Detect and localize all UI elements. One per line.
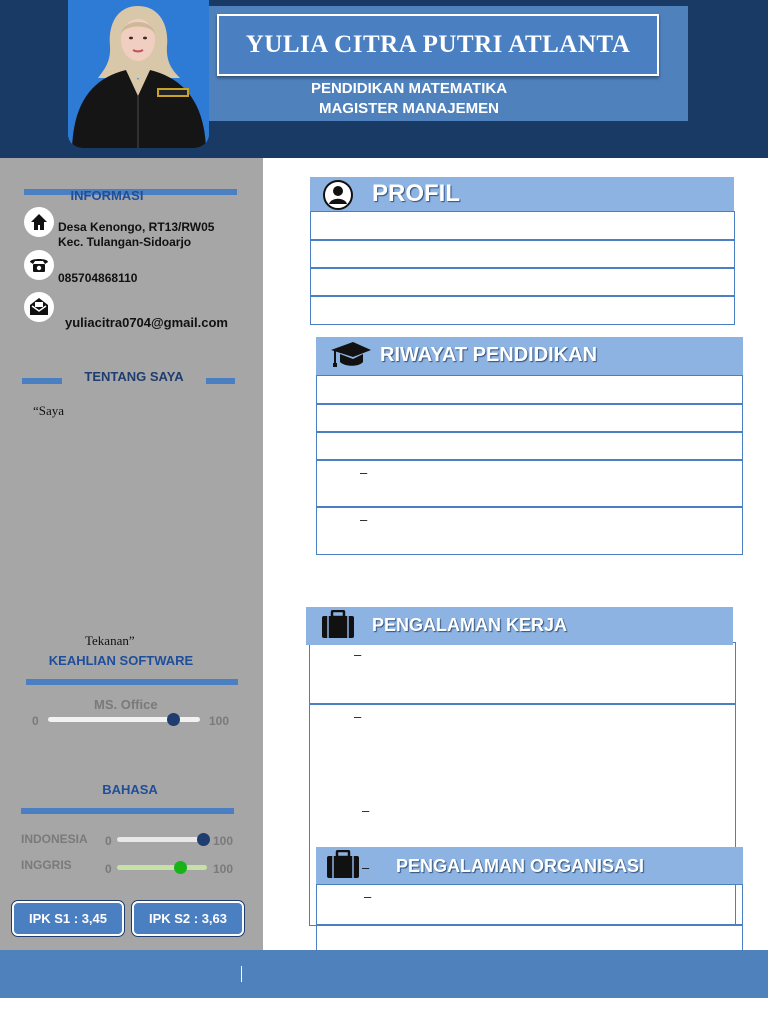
email-address: yuliacitra0704@gmail.com	[65, 315, 228, 330]
degree-line-2: MAGISTER MANAJEMEN	[318, 100, 499, 117]
kerja-row	[309, 642, 736, 704]
pendidikan-row	[316, 507, 743, 555]
bullet-dash: –	[362, 860, 370, 875]
phone-icon	[24, 250, 54, 280]
pendidikan-row	[316, 404, 743, 432]
ipk-s2-badge: IPK S2 : 3,63	[132, 901, 244, 936]
informasi-title: INFORMASI	[70, 188, 144, 203]
organisasi-row	[316, 884, 743, 925]
graduation-cap-icon	[329, 340, 373, 370]
profil-title: PROFIL	[372, 180, 460, 207]
profil-row	[310, 211, 735, 240]
name-plate	[217, 14, 659, 76]
organisasi-title: PENGALAMAN ORGANISASI	[396, 856, 645, 876]
software-title: KEAHLIAN SOFTWARE	[48, 653, 194, 668]
bullet-dash: –	[354, 647, 362, 662]
briefcase-icon	[325, 850, 361, 880]
mail-icon	[24, 292, 54, 322]
profil-row	[310, 268, 735, 296]
degree-line-1: PENDIDIKAN MATEMATIKA	[310, 80, 508, 97]
pendidikan-row	[316, 460, 743, 507]
language-min-inggris: 0	[105, 862, 112, 876]
language-max-indonesia: 100	[213, 834, 234, 848]
kerja-title: PENGALAMAN KERJA	[372, 615, 568, 635]
software-max: 100	[209, 714, 230, 728]
footer-band	[0, 950, 768, 998]
briefcase-icon	[320, 610, 356, 640]
candidate-name: YULIA CITRA PUTRI ATLANTA	[245, 31, 631, 58]
software-slider-knob	[167, 713, 180, 726]
bullet-dash: –	[354, 709, 362, 724]
indonesia-slider-track	[117, 837, 207, 842]
software-label: MS. Office	[94, 697, 158, 712]
home-icon	[24, 207, 54, 237]
bullet-dash: –	[364, 889, 372, 904]
software-bar	[26, 679, 238, 685]
address-line-1: Desa Kenongo, RT13/RW05	[58, 220, 215, 234]
bullet-dash: –	[360, 512, 368, 527]
pendidikan-row	[316, 432, 743, 460]
tentang-title: TENTANG SAYA	[62, 369, 206, 385]
ipk-s1-badge: IPK S1 : 3,45	[12, 901, 124, 936]
profile-photo	[68, 0, 209, 148]
software-min: 0	[32, 714, 39, 728]
language-max-inggris: 100	[213, 862, 234, 876]
phone-number: 085704868110	[58, 271, 138, 285]
profil-row	[310, 240, 735, 268]
bullet-dash: –	[362, 803, 370, 818]
bahasa-bar	[21, 808, 234, 814]
about-text-start: “Saya	[33, 403, 65, 418]
riwayat-title: RIWAYAT PENDIDIKAN	[380, 344, 598, 366]
bullet-dash: –	[360, 465, 368, 480]
footer-divider	[241, 966, 242, 982]
about-text-end: Tekanan”	[85, 633, 135, 648]
indonesia-slider-knob	[197, 833, 210, 846]
profil-row	[310, 296, 735, 325]
address-line-2: Kec. Tulangan-Sidoarjo	[58, 235, 192, 249]
inggris-slider-track	[117, 865, 207, 870]
user-icon	[322, 179, 354, 211]
language-name-inggris: INGGRIS	[21, 858, 72, 872]
bahasa-title: BAHASA	[102, 782, 158, 797]
language-name-indonesia: INDONESIA	[21, 832, 88, 846]
language-min-indonesia: 0	[105, 834, 112, 848]
inggris-slider-knob	[174, 861, 187, 874]
pendidikan-row	[316, 375, 743, 404]
